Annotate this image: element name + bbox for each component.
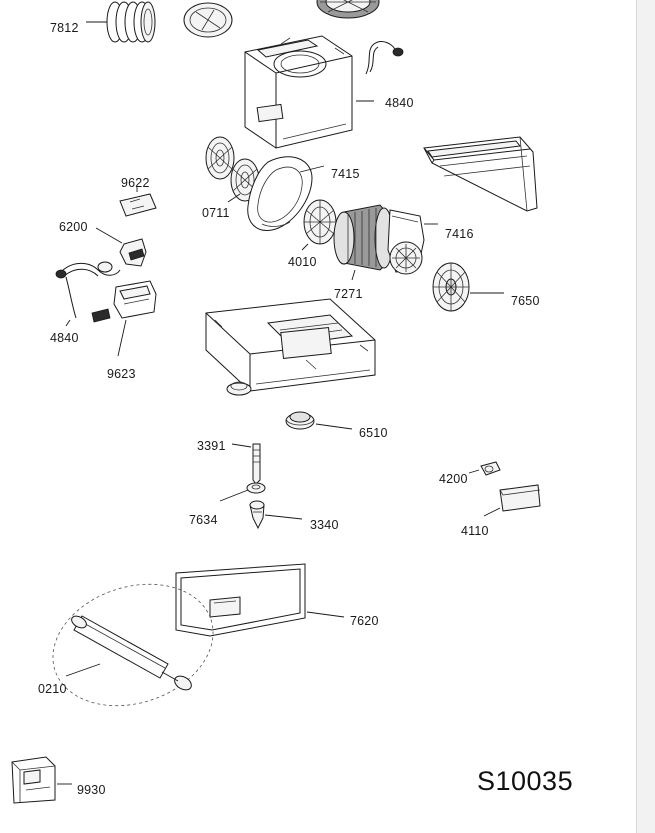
label-4840-left: 4840: [50, 331, 79, 345]
label-3391: 3391: [197, 439, 226, 453]
part-4840-wire-left: [56, 262, 120, 326]
part-7416-motor: [388, 210, 438, 274]
label-0210: 0210: [38, 682, 67, 696]
label-9623: 9623: [107, 367, 136, 381]
part-6510-grommet: [286, 412, 352, 429]
part-7271-blower-wheel: [334, 205, 393, 280]
label-4840-top: 4840: [385, 96, 414, 110]
part-right-rail: [424, 137, 537, 211]
label-4010: 4010: [288, 255, 317, 269]
label-4110: 4110: [461, 524, 489, 538]
part-4010-impeller: [302, 200, 336, 250]
part-top-cropped-ring: [317, 0, 379, 18]
label-7812: 7812: [50, 21, 79, 35]
label-3340: 3340: [310, 518, 339, 532]
part-3391-pin: [232, 444, 260, 484]
part-4840-wire-top: [366, 42, 403, 74]
label-7634: 7634: [189, 513, 218, 527]
part-7650-ring: [433, 263, 504, 311]
part-4200-clip: [469, 462, 500, 475]
part-4110-block: [484, 485, 540, 516]
part-9930-bag: [12, 757, 72, 803]
label-6200: 6200: [59, 220, 88, 234]
part-chassis-plate: [206, 299, 375, 391]
part-6200-connector: [96, 228, 146, 266]
label-9930: 9930: [77, 783, 106, 797]
label-7415: 7415: [331, 167, 360, 181]
label-7620: 7620: [350, 614, 379, 628]
right-margin-strip: [636, 0, 655, 833]
part-7620-filter-panel: [176, 564, 344, 636]
part-damper-top: [184, 3, 232, 37]
label-7271: 7271: [334, 287, 363, 301]
label-0711: 0711: [202, 206, 230, 220]
part-9623-switch: [114, 281, 156, 356]
part-9622-board: [120, 186, 156, 216]
label-7416: 7416: [445, 227, 474, 241]
diagram-code: S10035: [477, 766, 574, 796]
part-3340-knob: [250, 501, 302, 528]
part-7634-washer: [220, 483, 265, 501]
part-4840-housing-box: [245, 36, 352, 148]
part-7812-duct: [86, 2, 155, 42]
label-4200: 4200: [439, 472, 468, 486]
label-9622: 9622: [121, 176, 150, 190]
label-6510: 6510: [359, 426, 388, 440]
label-7650: 7650: [511, 294, 540, 308]
part-small-connector: [92, 309, 110, 322]
